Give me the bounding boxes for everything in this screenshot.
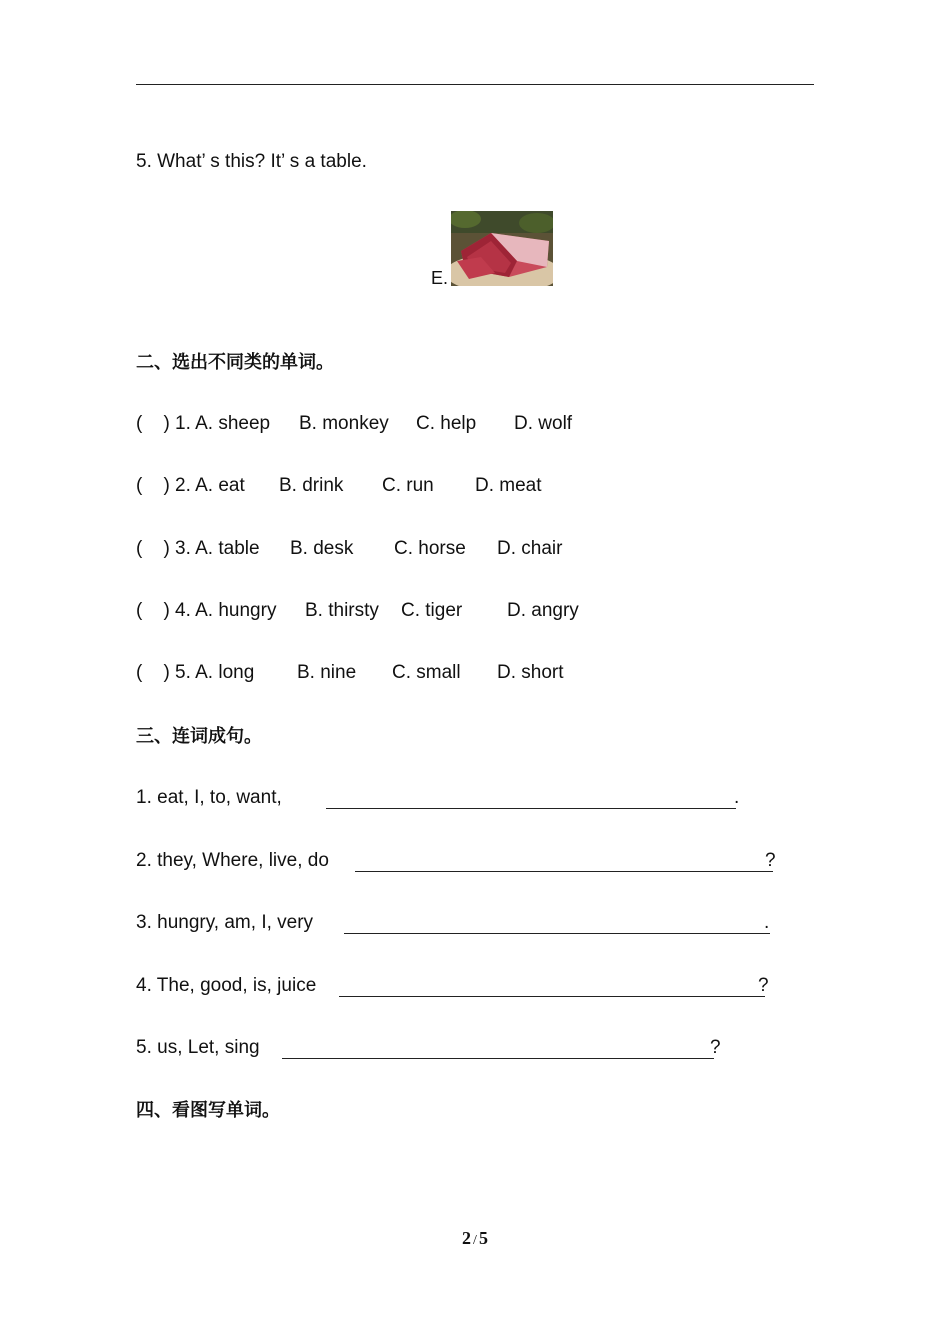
answer-blank-2[interactable] [355, 851, 773, 872]
section-4-heading: 四、看图写单词。 [136, 1100, 280, 1120]
answer-blank-4[interactable] [339, 976, 765, 997]
question-4-a: ( ) 4. A. hungry [136, 600, 277, 621]
answer-blank-1[interactable] [326, 788, 736, 809]
page-number [0, 1228, 950, 1249]
question-2-c: C. run [382, 475, 434, 496]
sentence-1-end: . [734, 787, 740, 808]
sentence-1-prompt: 1. eat, I, to, want, [136, 787, 282, 808]
page-separator: / [473, 1233, 477, 1248]
question-2-a: ( ) 2. A. eat [136, 475, 245, 496]
answer-blank-3[interactable] [344, 913, 770, 934]
sentence-2-prompt: 2. they, Where, live, do [136, 850, 329, 871]
question-2-b: B. drink [279, 475, 344, 496]
question-5-a: ( ) 5. A. long [136, 662, 255, 683]
page-current: 2 [462, 1228, 472, 1248]
question-4-b: B. thirsty [305, 600, 379, 621]
question-1-c: C. help [416, 413, 477, 434]
item-5-text: 5. What’ s this? It’ s a table. [136, 151, 367, 172]
image-label-e: E. [431, 268, 449, 288]
question-2 [136, 474, 696, 498]
question-2-d: D. meat [475, 475, 542, 496]
question-1 [136, 412, 696, 436]
question-3-c: C. horse [394, 538, 466, 559]
question-1-a: ( ) 1. A. sheep [136, 413, 271, 434]
meat-image [451, 211, 553, 286]
question-1-b: B. monkey [299, 413, 389, 434]
sentence-4-end: ? [758, 975, 769, 996]
question-4-d: D. angry [507, 600, 579, 621]
question-4 [136, 599, 696, 623]
question-3-a: ( ) 3. A. table [136, 538, 260, 559]
sentence-3-prompt: 3. hungry, am, I, very [136, 912, 314, 933]
question-5-c: C. small [392, 662, 461, 683]
page-total: 5 [478, 1228, 488, 1248]
section-3-heading: 三、连词成句。 [136, 726, 262, 746]
sentence-2-end: ? [765, 850, 776, 871]
question-5-d: D. short [497, 662, 564, 683]
sentence-4-prompt: 4. The, good, is, juice [136, 975, 317, 996]
sentence-5-end: ? [710, 1037, 721, 1058]
question-5-b: B. nine [297, 662, 357, 683]
question-3-d: D. chair [497, 538, 563, 559]
answer-blank-5[interactable] [282, 1038, 714, 1059]
question-1-d: D. wolf [514, 413, 573, 434]
question-5 [136, 661, 696, 685]
sentence-3-end: . [764, 912, 770, 933]
section-2-heading: 二、选出不同类的单词。 [136, 352, 334, 372]
question-4-c: C. tiger [401, 600, 463, 621]
question-3-b: B. desk [290, 538, 354, 559]
header-rule [136, 84, 814, 85]
sentence-5-prompt: 5. us, Let, sing [136, 1037, 260, 1058]
question-3 [136, 537, 696, 561]
